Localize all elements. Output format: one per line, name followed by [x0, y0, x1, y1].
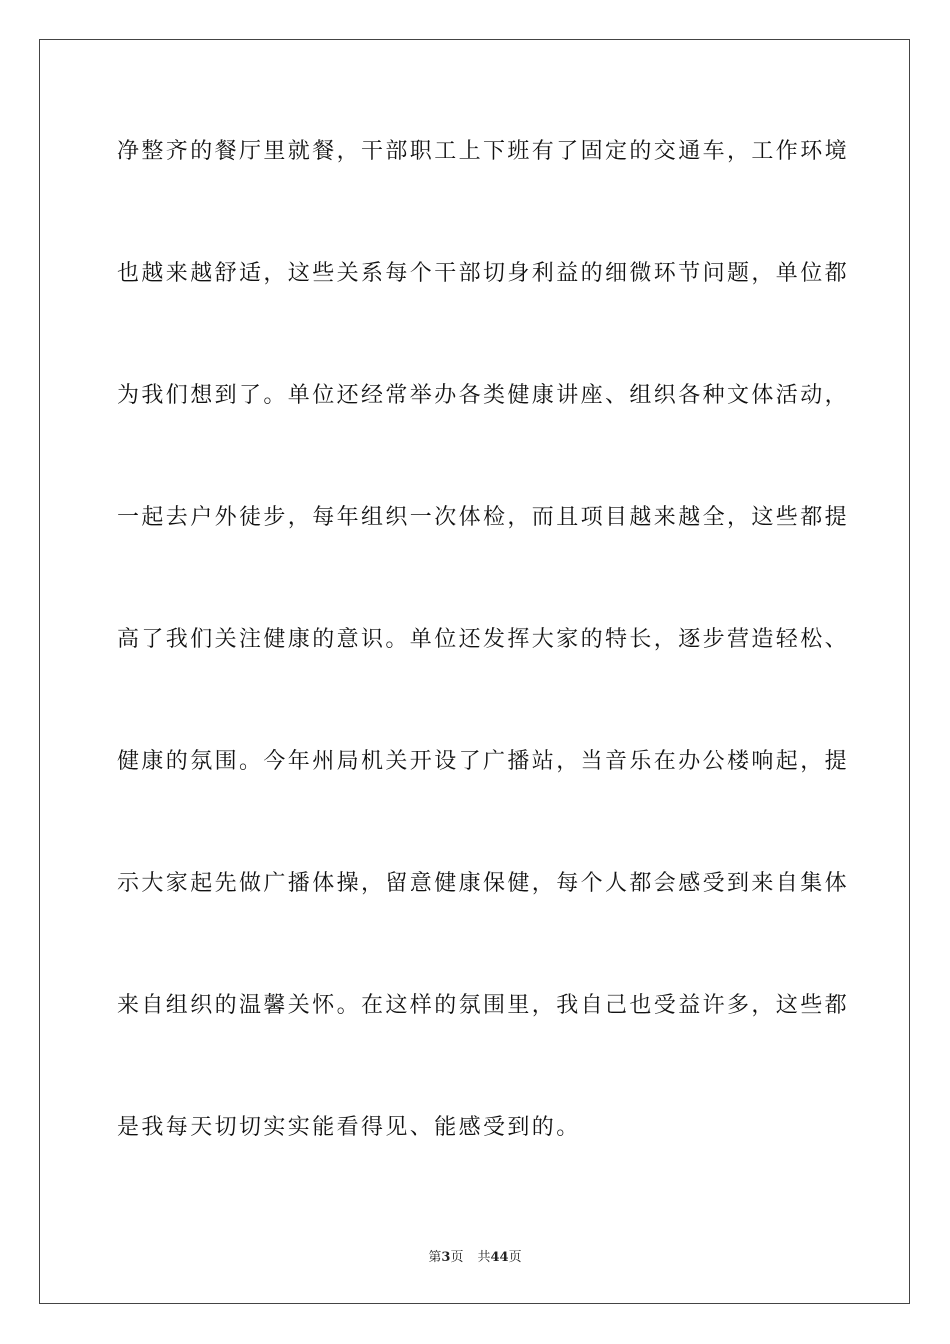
- total-suffix: 页: [508, 1250, 522, 1265]
- current-page-number: 3: [441, 1250, 451, 1265]
- text-line-1: 净整齐的餐厅里就餐，干部职工上下班有了固定的交通车，工作环境: [117, 139, 850, 164]
- page-suffix: 页: [450, 1250, 464, 1265]
- text-line-3: 为我们想到了。单位还经常举办各类健康讲座、组织各种文体活动，: [117, 383, 850, 408]
- page-footer: [0, 1246, 950, 1265]
- text-line-4: 一起去户外徒步，每年组织一次体检，而且项目越来越全，这些都提: [117, 505, 850, 530]
- text-line-2: 也越来越舒适，这些关系每个干部切身利益的细微环节问题，单位都: [117, 261, 850, 286]
- text-line-9: 是我每天切切实实能看得见、能感受到的。: [117, 1115, 581, 1140]
- text-line-8: 来自组织的温馨关怀。在这样的氛围里，我自己也受益许多，这些都: [117, 993, 850, 1018]
- text-line-5: 高了我们关注健康的意识。单位还发挥大家的特长，逐步营造轻松、: [117, 627, 850, 652]
- text-line-6: 健康的氛围。今年州局机关开设了广播站，当音乐在办公楼响起，提: [117, 749, 850, 774]
- text-line-7: 示大家起先做广播体操，留意健康保健，每个人都会感受到来自集体: [117, 871, 850, 896]
- page-prefix: 第: [428, 1250, 442, 1265]
- total-prefix: 共: [477, 1250, 491, 1265]
- document-body: [117, 123, 850, 1221]
- total-pages-number: 44: [490, 1250, 509, 1265]
